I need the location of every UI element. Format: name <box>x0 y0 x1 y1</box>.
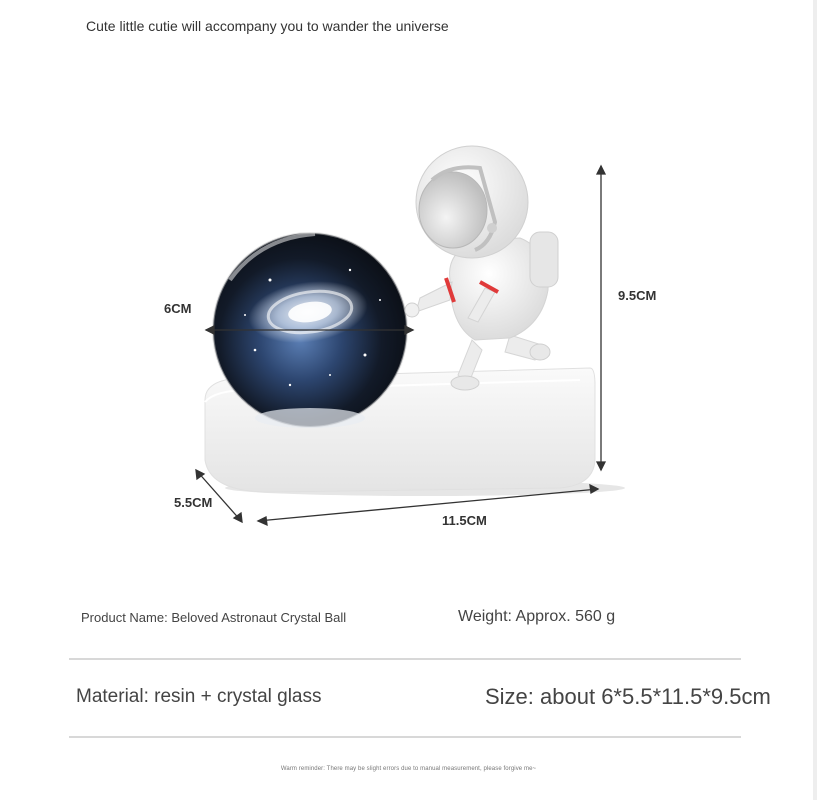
warm-reminder: Warm reminder: There may be slight errors due to manual measurement, please forgive me~ <box>280 766 537 772</box>
product-name: Product Name: Beloved Astronaut Crystal Ball <box>81 610 347 625</box>
height-label: 9.5CM <box>618 288 657 303</box>
diameter-label: 6CM <box>164 301 192 316</box>
divider <box>69 658 741 660</box>
product-weight: Weight: Approx. 560 g <box>458 608 616 625</box>
length-label: 11.5CM <box>442 513 487 528</box>
astronaut-figure <box>405 146 558 390</box>
right-edge-shadow <box>813 0 817 800</box>
tagline: Cute little cutie will accompany you to wander the universe <box>86 18 449 34</box>
product-illustration <box>150 140 670 540</box>
product-size: Size: about 6*5.5*11.5*9.5cm <box>485 684 771 709</box>
divider <box>69 736 741 738</box>
depth-label: 5.5CM <box>174 495 213 510</box>
product-material: Material: resin + crystal glass <box>76 686 322 707</box>
product-figure <box>150 140 670 540</box>
